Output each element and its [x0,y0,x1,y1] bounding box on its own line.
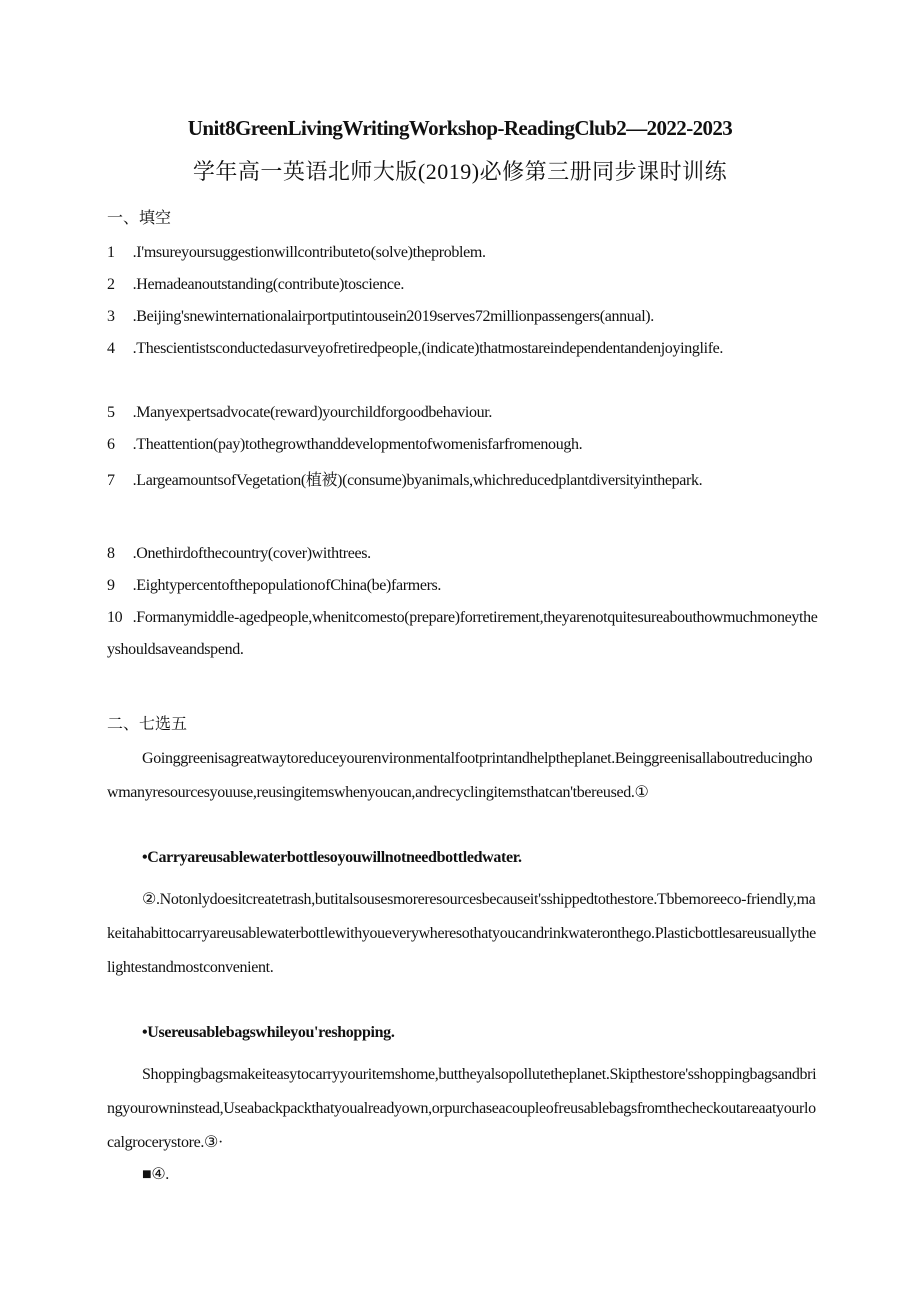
question-item [107,333,819,365]
section-2-heading: 二、七选五 [107,716,188,733]
question-number: 1 [107,244,115,261]
question-item [107,602,819,666]
question-text: .Thescientistsconductedasurveyofretiredpeople,(indicate)thatmostareindependentandenjoyinglife. [132,340,724,357]
question-item [107,301,819,333]
question-number: 4 [107,340,115,357]
question-number: 5 [107,404,115,421]
title-line-2: 学年高一英语北师大版(2019)必修第三册同步课时训练 [192,159,728,184]
question-text: .Beijing'snewinternationalairportputintousein2019serves72millionpassengers(annual). [132,308,654,325]
question-number: 9 [107,577,115,594]
question-number: 2 [107,276,115,293]
question-item [107,237,819,269]
question-text: .Theattention(pay)tothegrowthanddevelopmentofwomenisfarfromenough. [132,436,583,453]
question-text: .LargeamountsofVegetation(植被)(consume)byanimals,whichreducedplantdiversityinthepark. [132,472,703,489]
passage-subheading-1: •Carryareusablewaterbottlesoyouwillnotneedbottledwater. [142,849,522,866]
question-number: 10 [107,609,123,626]
question-text: .I'msureyoursuggestionwillcontributeto(solve)theproblem. [132,244,486,261]
passage-paragraph-3: Shoppingbagsmakeiteasytocarryyouritemshome,buttheyalsopollutetheplanet.Skipthestore'sshoppingbagsandbringyourowninstead,Useabackpackthatyoualreadyown,orpurchaseacoupleofreusablebagsfromthecheckoutareaatyourlocalgrocerystore.③· [107,1066,817,1151]
question-item [107,570,819,602]
question-item [107,538,819,570]
question-item [107,269,819,301]
question-text: .Manyexpertsadvocate(reward)yourchildforgoodbehaviour. [132,404,492,421]
question-text: .Formanymiddle-agedpeople,whenitcomesto(prepare)forretirement,theyarenotquitesureabouthowmuchmoneytheyshouldsaveandspend. [107,609,818,658]
question-number: 6 [107,436,115,453]
question-text: .Hemadeanoutstanding(contribute)toscience. [132,276,405,293]
question-text: .Onethirdofthecountry(cover)withtrees. [132,545,371,562]
title-line-1: Unit8GreenLivingWritingWorkshop-ReadingClub2—2022-2023 [187,116,733,140]
passage-blank-4: ■④. [142,1166,169,1183]
passage-subheading-2: •Usereusablebagswhileyou'reshopping. [142,1024,395,1041]
passage-paragraph-2: ②.Notonlydoesitcreatetrash,butitalsousesmoreresourcesbecauseit'sshippedtothestore.Tbbemoreeco-friendly,makeitahabittocarryareusablewaterbottlewithyoueverywheresothatyoucandrinkwateronthego.Plasticbottlesareusuallythelightestandmostconvenient. [107,891,816,976]
section-1-heading: 一、填空 [107,210,172,227]
question-text: .EightypercentofthepopulationofChina(be)farmers. [132,577,442,594]
question-number: 8 [107,545,115,562]
question-number: 7 [107,472,115,489]
question-number: 3 [107,308,115,325]
question-item [107,397,819,429]
passage-paragraph-1: Goinggreenisagreatwaytoreduceyourenvironmentalfootprintandhelptheplanet.Beinggreenisallaboutreducinghowmanyresourcesyouuse,reusingitemswhenyoucan,andrecyclingitemsthatcan'tbereused.① [107,750,813,801]
question-item [107,463,819,499]
question-item [107,429,819,461]
